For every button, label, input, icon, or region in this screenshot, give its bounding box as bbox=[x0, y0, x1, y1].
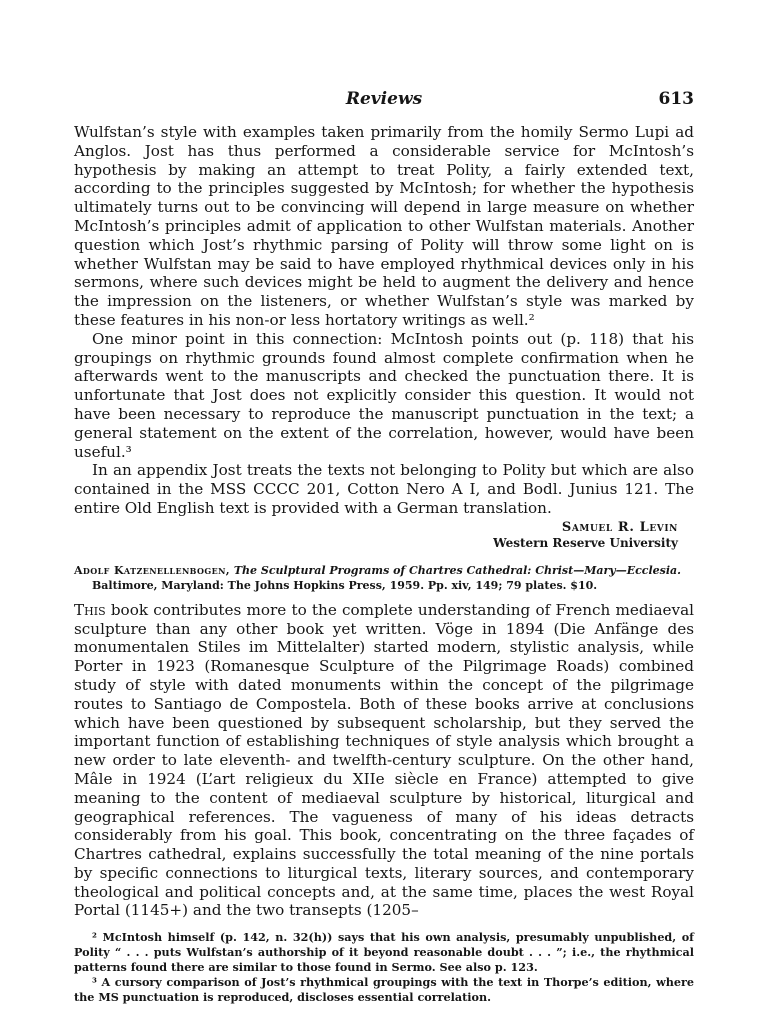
running-title: Reviews bbox=[345, 89, 423, 109]
book-citation bbox=[74, 563, 694, 593]
footnote-2: ² McIntosh himself (p. 142, n. 32(h)) says that his own analysis, presumably unpublished, of Polity “ . . . puts Wulfstan’s authorship of it beyond reasonable doubt . . . ”; i.e., the rhythmical patterns found there are similar to those found in Sermo. See also p. 123. bbox=[74, 930, 694, 975]
review1-paragraph-1: Wulfstan’s style with examples taken primarily from the homily Sermo Lupi ad Anglos. Jost has thus performed a considerable service for McIntosh’s hypothesis by making an attempt to treat Polity, a fairly extended text, according to the principles suggested by McIntosh; for whether the hypothesis ultimately turns out to be convincing will depend in large measure on whether McIntosh’s principles admit of application to other Wulfstan materials. Another question which Jost’s rhythmic parsing of Polity will throw some light on is whether Wulfstan may be said to have employed rhythmical devices only in his sermons, where such devices might be held to augment the delivery and hence the impression on the listeners, or whether Wulfstan’s style was marked by these features in his non-or less hortatory writings as well.² bbox=[74, 123, 694, 329]
review1-paragraph-3: In an appendix Jost treats the texts not belonging to Polity but which are also contained in the MSS CCCC 201, Cotton Nero A I, and Bodl. Junius 121. The entire Old English text is provided with a German translation. bbox=[74, 461, 694, 517]
footnotes bbox=[74, 930, 694, 1005]
page-number: 613 bbox=[658, 89, 694, 109]
review2-paragraph bbox=[74, 601, 694, 921]
page-header bbox=[74, 89, 694, 111]
review2-text: book contributes more to the complete understanding of French mediaeval sculpture than any other book yet written. Vöge in 1894 (Die Anfänge des monumentalen Stiles im Mittelalter) started modern, stylistic analysis, while Porter in 1923 (Romanesque Sculpture of the Pilgrimage Roads) combined study of style with dated monuments within the concept of the pilgrimage routes to Santiago de Compostela. Both of these books arrive at conclusions which have been questioned by subsequent scholarship, but they served the important function of establishing techniques of style analysis which brought a new order to late eleventh- and twelfth-century sculpture. On the other hand, Mâle in 1924 (L’art religieux du XIIe siècle en France) attempted to give meaning to the content of mediaeval sculpture by historical, liturgical and geographical references. The vagueness of many of his ideas detracts considerably from his goal. This book, concentrating on the three façades of Chartres cathedral, explains successfully the total meaning of the nine portals by specific connections to liturgical texts, literary sources, and contemporary theological and political concepts and, at the same time, places the west Royal Portal (1145+) and the two transepts (1205– bbox=[74, 600, 695, 920]
book-author: Adolf Katzenellenbogen, bbox=[74, 563, 231, 577]
reviewer-affiliation: Western Reserve University bbox=[493, 535, 678, 550]
footnote-3: ³ A cursory comparison of Jost’s rhythmical groupings with the text in Thorpe’s edition, where the MS punctuation is reproduced, discloses essential correlation. bbox=[74, 975, 694, 1005]
book-publication: Baltimore, Maryland: The Johns Hopkins Press, 1959. Pp. xiv, 149; 79 plates. $10. bbox=[92, 578, 598, 592]
book-title: The Sculptural Programs of Chartres Cathedral: Christ—Mary—Ecclesia. bbox=[233, 563, 681, 577]
review1-paragraph-2: One minor point in this connection: McIntosh points out (p. 118) that his groupings on rhythmic grounds found almost complete confirmation when he afterwards went to the manuscripts and checked the punctuation there. It is unfortunate that Jost does not explicitly consider this question. It would not have been necessary to reproduce the manuscript punctuation in the text; a general statement on the extent of the correlation, however, would have been useful.³ bbox=[74, 329, 694, 461]
review2-opening-word: This bbox=[74, 600, 106, 619]
reviewer-name: Samuel R. Levin bbox=[561, 519, 678, 535]
page-body bbox=[74, 123, 694, 1005]
